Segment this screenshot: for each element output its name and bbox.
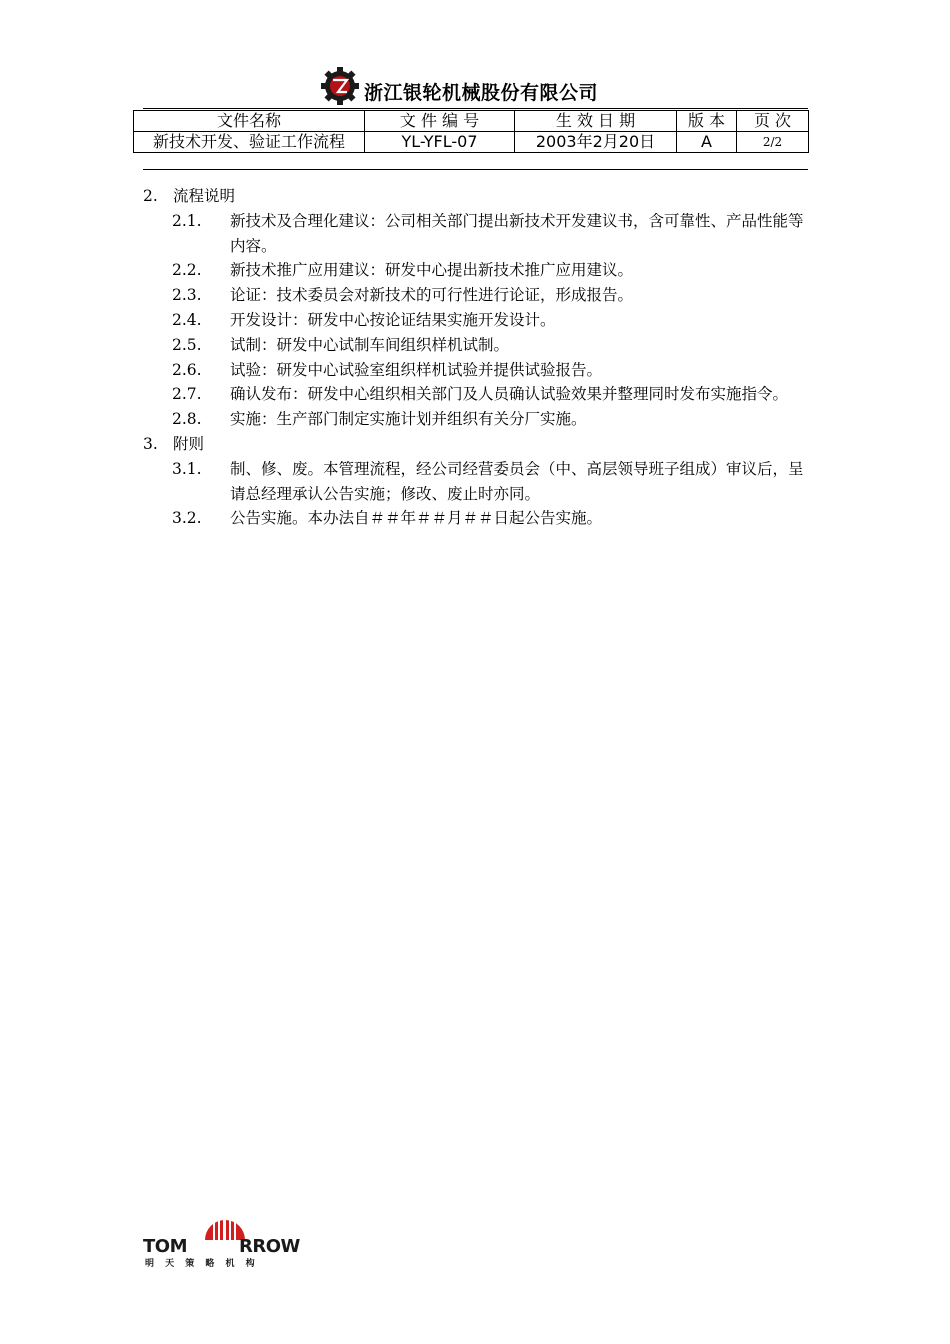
item-number: 2.4. [172,310,202,329]
list-item [172,333,808,358]
item-number: 2.8. [172,410,202,429]
item-number: 2.2. [172,261,202,280]
label-effective-date: 生 效 日 期 [515,111,677,132]
item-text: 公告实施。本办法自＃＃年＃＃月＃＃日起公告实施。 [230,509,603,528]
list-item [172,258,808,283]
document-body [143,184,808,531]
item-text: 试制：研发中心试制车间组织样机试制。 [230,335,510,354]
label-doc-name: 文件名称 [134,111,365,132]
item-text: 确认发布：研发中心组织相关部门及人员确认试验效果并整理同时发布实施指令。 [230,385,789,404]
company-name: 浙江银轮机械股份有限公司 [364,81,599,104]
list-item [172,506,808,531]
section-heading [143,184,808,209]
section-number: 2. [143,187,158,205]
gear-logo-icon [320,66,360,106]
document-info-table [133,110,809,153]
item-text: 制、修、废。本管理流程，经公司经营委员会（中、高层领导班子组成）审议后，呈请总经理承认公告实施；修改、废止时亦同。 [230,459,804,503]
list-item [172,283,808,308]
list-item [172,358,808,383]
section-title: 附则 [173,434,205,453]
table-header-row [134,111,809,132]
value-page: 2/2 [737,132,809,153]
svg-text:RROW: RROW [239,1236,300,1257]
section-number: 3. [143,434,158,453]
table-value-row [134,132,809,153]
item-text: 开发设计：研发中心按论证结果实施开发设计。 [230,310,556,329]
item-text: 实施：生产部门制定实施计划并组织有关分厂实施。 [230,410,587,429]
list-item [172,382,808,407]
item-number: 2.6. [172,360,202,379]
list-item [172,457,808,507]
item-text: 试验：研发中心试验室组织样机试验并提供试验报告。 [230,360,603,379]
value-doc-name: 新技术开发、验证工作流程 [134,132,365,153]
section-heading [143,432,808,457]
list-item [172,209,808,259]
item-number: 2.3. [172,286,202,305]
label-version: 版 本 [677,111,737,132]
item-number: 2.1. [172,211,202,230]
value-doc-no: YL-YFL-07 [365,132,515,153]
svg-text:明 天 策 略 机 构: 明 天 策 略 机 构 [145,1259,259,1269]
item-text: 新技术及合理化建议：公司相关部门提出新技术开发建议书，含可靠性、产品性能等内容。 [230,211,804,255]
item-text: 论证：技术委员会对新技术的可行性进行论证，形成报告。 [230,286,634,305]
item-number: 2.7. [172,385,202,404]
label-doc-no: 文 件 编 号 [365,111,515,132]
item-number: 3.1. [172,459,202,478]
header-bottom-rule [143,169,808,170]
value-version: A [677,132,737,153]
item-number: 2.5. [172,335,202,354]
item-number: 3.2. [172,509,202,528]
list-item [172,308,808,333]
list-item [172,407,808,432]
header-top-rule [143,108,808,109]
section-title: 流程说明 [173,187,236,205]
company-header [320,66,640,106]
label-page: 页 次 [737,111,809,132]
svg-text:TOM: TOM [143,1236,187,1257]
tomorrow-logo-icon [143,1212,305,1270]
item-text: 新技术推广应用建议：研发中心提出新技术推广应用建议。 [230,261,634,280]
value-effective-date: 2003年2月20日 [515,132,677,153]
